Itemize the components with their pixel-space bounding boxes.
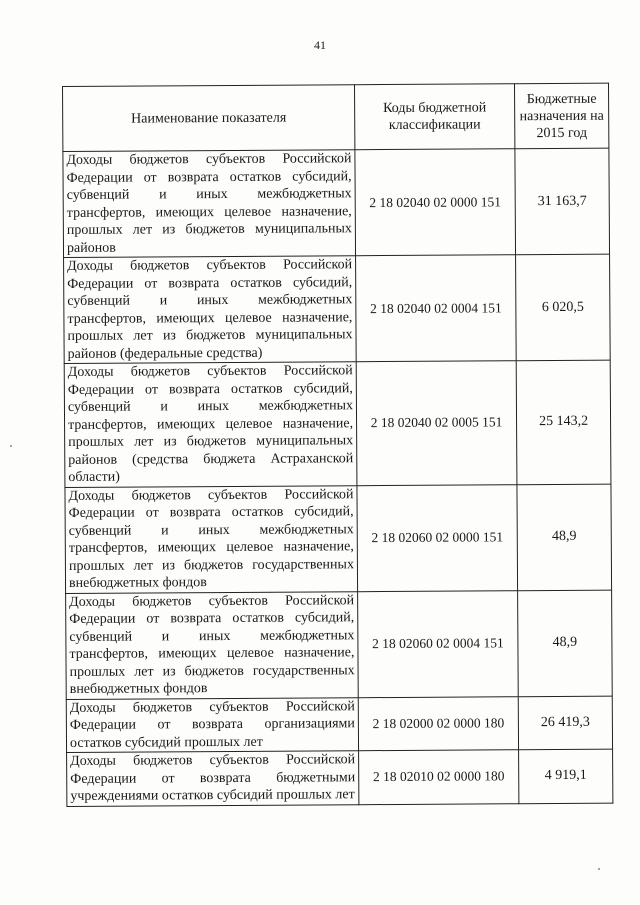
row-budget-amount: 26 419,3 [518, 696, 612, 750]
table-row [67, 749, 613, 806]
table-row [63, 148, 610, 257]
row-budget-amount: 48,9 [518, 590, 613, 697]
row-budget-amount: 31 163,7 [515, 148, 610, 255]
row-indicator-name: Доходы бюджетов субъектов Российской Федерации от возврата остатков субсидий, субвенций и иных межбюджетных трансфертов, имеющих целевое назначение, прошлых лет из бюджетов государственных внебюджетных фондов [66, 591, 359, 699]
table-row [65, 484, 612, 593]
row-budget-code: 2 18 02000 02 0000 180 [358, 696, 518, 750]
row-indicator-name: Доходы бюджетов субъектов Российской Федерации от возврата остатков субсидий, субвенций и иных межбюджетных трансфертов, имеющих целевое назначение, прошлых лет из бюджетов муниципальных районов (средства бюджета Астраханской области) [64, 362, 357, 487]
row-budget-amount: 4 919,1 [519, 749, 613, 803]
row-budget-code: 2 18 02060 02 0004 151 [358, 590, 519, 697]
row-indicator-name: Доходы бюджетов субъектов Российской Федерации от возврата остатков субсидий, субвенций и иных межбюджетных трансфертов, имеющих целевое назначение, прошлых лет из бюджетов государственных внебюджетных фондов [65, 485, 358, 593]
table-row [64, 254, 611, 363]
row-budget-code: 2 18 02060 02 0000 151 [357, 484, 518, 591]
row-indicator-name: Доходы бюджетов субъектов Российской Федерации от возврата остатков субсидий, субвенций и иных межбюджетных трансфертов, имеющих целевое назначение, прошлых лет из бюджетов муниципальных районов (федеральные средства) [64, 256, 357, 364]
row-budget-amount: 25 143,2 [516, 360, 611, 484]
row-budget-amount: 48,9 [517, 484, 612, 591]
table-row [66, 696, 612, 753]
header-budget-code: Коды бюджетной классификации [354, 84, 514, 150]
row-indicator-name: Доходы бюджетов субъектов Российской Федерации от возврата организациями остатков субсидий прошлых лет [66, 697, 358, 752]
scan-speck [598, 868, 600, 870]
row-budget-code: 2 18 02040 02 0004 151 [356, 255, 517, 362]
row-budget-code: 2 18 02040 02 0000 151 [355, 149, 516, 256]
page-number: 41 [314, 38, 326, 52]
row-budget-amount: 6 020,5 [516, 254, 611, 361]
header-indicator-name: Наименование показателя [63, 85, 355, 152]
table-row [64, 360, 611, 487]
row-budget-code: 2 18 02040 02 0005 151 [356, 361, 517, 485]
table-row [66, 590, 613, 699]
budget-table [62, 83, 613, 807]
row-indicator-name: Доходы бюджетов субъектов Российской Федерации от возврата остатков субсидий, субвенций и иных межбюджетных трансфертов, имеющих целевое назначение, прошлых лет из бюджетов муниципальных районов [63, 150, 356, 258]
table-header-row [63, 83, 609, 151]
scan-speck [10, 445, 12, 447]
row-budget-code: 2 18 02010 02 0000 180 [359, 750, 519, 804]
row-indicator-name: Доходы бюджетов субъектов Российской Федерации от возврата бюджетными учреждениями остатков субсидий прошлых лет [67, 751, 359, 806]
header-budget-amount: Бюджетные назначения на 2015 год [514, 83, 608, 149]
